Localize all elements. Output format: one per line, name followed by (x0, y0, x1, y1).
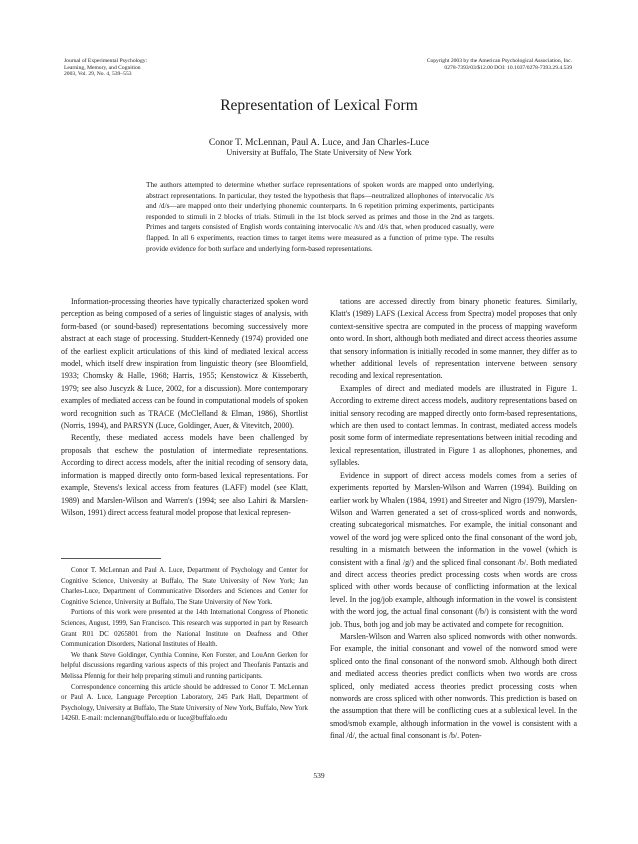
copyright-line: Copyright 2003 by the American Psychological Association, Inc. (426, 58, 572, 64)
footnote-paragraph: Conor T. McLennan and Paul A. Luce, Department of Psychology and Center for Cognitive Science, University at Buffalo, The State University of New York; Jan Charles-Luce, Department of Communicative Disorders and Sciences and Center for Cognitive Science, University at Buffalo, The State University of New York. (61, 567, 308, 606)
footnote-divider (61, 558, 161, 559)
copyright-notice (427, 58, 572, 71)
journal-line: Learning, Memory, and Cognition (64, 64, 141, 71)
author-affiliation: University at Buffalo, The State University of New York (226, 148, 412, 157)
footnote-paragraph: Portions of this work were presented at the 14th International Congress of Phonetic Sciences, August, 1999, San Francisco. This research was supported in part by Research Grant R01 DC 0265801 from the National Institute on Deafness and Other Communication Disorders, National Institutes of Health. (61, 609, 308, 649)
footnote-paragraph: Correspondence concerning this article should be addressed to Conor T. McLennan or Paul A. Luce, Language Perception Laboratory, 245 Park Hall, Department of Psychology, University at Buffalo, The State University of New York, Buffalo, New York 14260. E-mail: mclennan@buffalo.edu or luce@buffalo.edu (61, 683, 308, 723)
body-column-left (61, 296, 308, 519)
body-paragraph: Evidence in support of direct access models comes from a series of experiments reported by Marslen-Wilson and Warren (1994). Building on earlier work by Whalen (1984, 1991) and Streeter and Nigro (1979), Marslen-Wilson and Warren generated a set of cross-spliced words and nonwords, creating subcategorical mismatches. For example, the initial consonant and vowel of the word jog were spliced onto the final consonant of the word job, resulting in a mismatch between the information in the vowel (which is consistent with a final /g/) and the spliced final consonant /b/. Both mediated and direct access theories predict processing costs when words are cross spliced with other words because of conflicting information at the lexical level. In the jog/job example, although information in the vowel is consistent with the word jog, the actual final consonant (/b/) is consistent with the word job. Thus, both jog and job may be activated and compete for recognition. (330, 470, 577, 629)
doi-line: 0278-7393/03/$12.00 DOI: 10.1037/0278-7393.29.4.539 (444, 64, 572, 71)
footnote-paragraph: We thank Steve Goldinger, Cynthia Connine, Ken Forster, and LouAnn Gerken for helpful discussions regarding various aspects of this project and Theofanis Pantazis and Melissa Pfennig for their help preparing stimuli and running participants. (61, 651, 308, 680)
body-paragraph: Marslen-Wilson and Warren also spliced nonwords with other nonwords. For example, the initial consonant and vowel of the nonword smod were spliced onto the final consonant of the nonword smob. Although both direct and mediated access theories predict conflicts when two words are cross spliced, only mediated access theories predict processing costs when nonwords are cross spliced with other nonwords. This prediction is based on the assumption that there will be conflicting cues at a sublexical level. In the smod/smob example, although information in the vowel is consistent with a final /d/, the actual final consonant is /b/. Poten- (330, 631, 577, 741)
article-title: Representation of Lexical Form (220, 97, 418, 114)
body-paragraph: Information-processing theories have typically characterized spoken word perception as being composed of a series of linguistic stages of analysis, with form-based (or sound-based) representations becoming successively more abstract at each stage of processing. Studdert-Kennedy (1974) provided one of the earliest explicit articulations of this kind of mediated lexical access model, which itself drew inspiration from linguistic theory (see Bloomfield, 1933; Chomsky & Halle, 1968; Harris, 1955; Kenstowicz & Kisseberth, 1979; see also Juscyzk & Luce, 2002, for a discussion). More contemporary examples of mediated access can be found in computational models of spoken word recognition such as TRACE (McClelland & Elman, 1986), Shortlist (Norris, 1994), and PARSYN (Luce, Goldinger, Auer, & Vitevitch, 2000). (61, 297, 308, 431)
body-paragraph: Examples of direct and mediated models are illustrated in Figure 1. According to extreme direct access models, auditory representations based on initial sensory recoding are mapped directly onto form-based representations, which are then used to contact lemmas. In contrast, mediated access models posit some form of intermediate representations between initial recoding and lexical representation, illustrated in Figure 1 as allophones, phonemes, and syllables. (330, 383, 577, 468)
author-note (61, 566, 308, 725)
journal-citation (64, 58, 147, 78)
abstract: The authors attempted to determine whether surface representations of spoken words are mapped onto underlying, abstract representations. In particular, they tested the hypothesis that flaps—neutralized allophones of intervocalic /t/s and /d/s—are mapped onto their underlying phonemic counterparts. In 6 repetition priming experiments, participants responded to stimuli in 2 blocks of trials. Stimuli in the 1st block served as primes and those in the 2nd as targets. Primes and targets consisted of English words containing intervocalic /t/s and /d/s that, when produced casually, were flapped. In all 6 experiments, reaction times to target items were measured as a function of prime type. The results provide evidence for both surface and underlying form-based representations. (146, 180, 494, 253)
body-column-right (330, 296, 577, 743)
page-number: 539 (313, 771, 325, 780)
author-list: Conor T. McLennan, Paul A. Luce, and Jan Charles-Luce (208, 137, 430, 148)
body-paragraph: tations are accessed directly from binary phonetic features. Similarly, Klatt's (1989) LAFS (Lexical Access from Spectra) model proposes that only context-sensitive spectra are computed in the process of mapping waveform onto word. In short, although both mediated and direct access theories assume that sensory information is initially recoded in some manner, they differ as to whether additional levels of representation intervene between sensory recoding and lexical representation. (330, 297, 577, 381)
body-paragraph: Recently, these mediated access models have been challenged by proposals that eschew the postulation of intermediate representations. According to direct access models, after the initial recoding of sensory data, information is mapped directly onto form-based lexical representations. For example, Stevens's lexical access from features (LAFF) model (see Klatt, 1989) and Marslen-Wilson and Warren's (1994; see also Lahiri & Marslen-Wilson, 1991) direct access featural model propose that lexical represen- (61, 433, 308, 517)
journal-line: Journal of Experimental Psychology: (64, 58, 148, 64)
journal-line: 2003, Vol. 29, No. 4, 539–553 (64, 71, 132, 78)
